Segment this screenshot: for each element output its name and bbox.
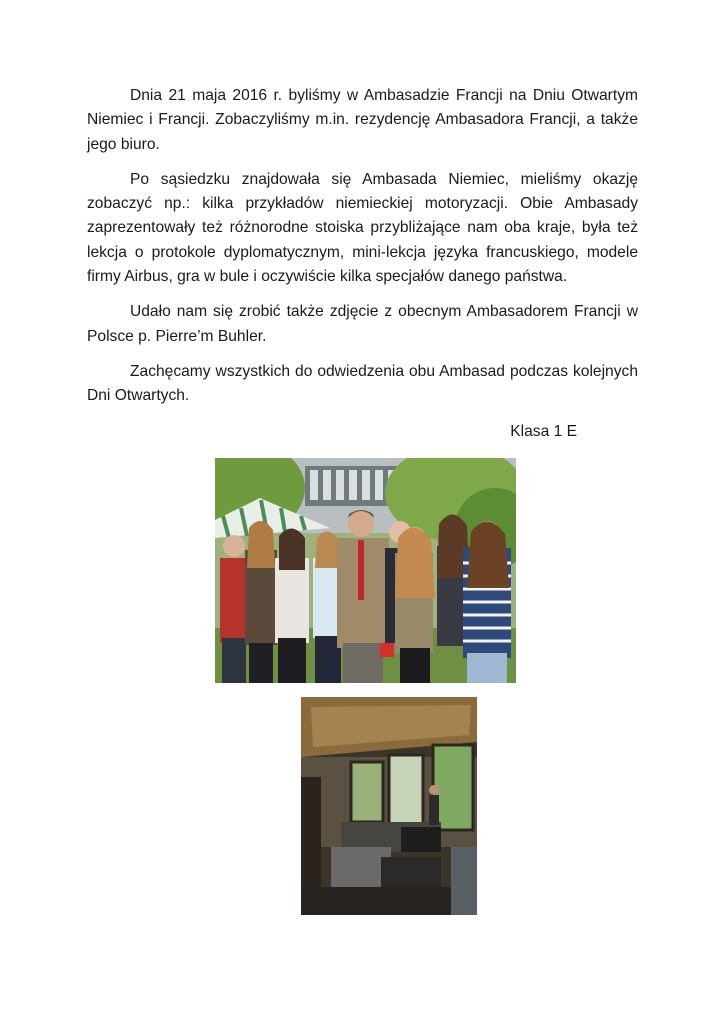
signature: Klasa 1 E	[510, 422, 577, 440]
paragraph-visit: Dnia 21 maja 2016 r. byliśmy w Ambasadzie Francji na Dniu Otwartym Niemiec i Francji. Zobaczyliśmy m.in. rezydencję Ambasadora Francji, a także jego biuro.	[87, 87, 638, 153]
group-photo	[215, 458, 516, 683]
paragraph-ambassador-photo: Udało nam się zrobić także zdjęcie z obecnym Ambasadorem Francji w Polsce p. Pierre’m Buhler.	[87, 303, 638, 345]
paragraph-german-embassy: Po sąsiedzku znajdowała się Ambasada Niemiec, mieliśmy okazję zobaczyć np.: kilka przykładów niemieckiej motoryzacji. Obie Ambasady zaprezentowały też różnorodne stoiska przybliżające nam oba kraje, była też lekcja o protokole dyplomatycznym, mini-lekcja języka francuskiego, modele firmy Airbus, gra w bule i oczywiście kilka specjałów danego państwa.	[87, 170, 638, 286]
office-photo	[301, 697, 477, 915]
paragraph-invitation: Zachęcamy wszystkich do odwiedzenia obu Ambasad podczas kolejnych Dni Otwartych.	[87, 362, 638, 405]
document-body	[87, 84, 638, 444]
